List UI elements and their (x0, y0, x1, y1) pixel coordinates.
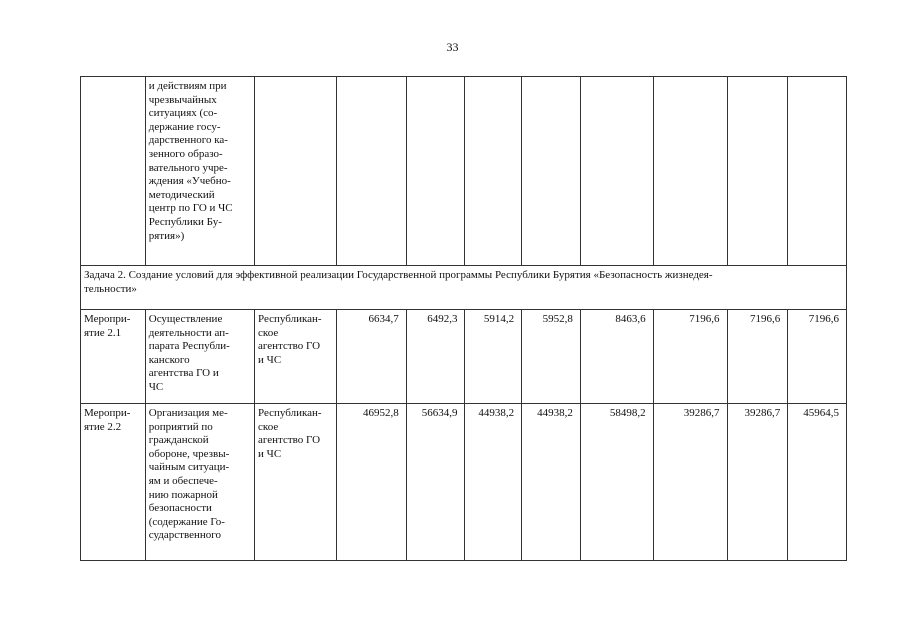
cell-value: 5952,8 (522, 310, 581, 404)
cell-value: 5914,2 (465, 310, 522, 404)
cell-empty (788, 77, 847, 266)
cell-executor: Республикан- ское агентство ГО и ЧС (255, 404, 337, 561)
cell-executor: Республикан- ское агентство ГО и ЧС (255, 310, 337, 404)
cell-value: 6634,7 (336, 310, 406, 404)
table-row-task (81, 266, 847, 310)
table-row (81, 404, 847, 561)
cell-value: 7196,6 (788, 310, 847, 404)
cell-measure-id: Меропри- ятие 2.1 (81, 310, 146, 404)
cell-value: 7196,6 (727, 310, 788, 404)
cell-empty (255, 77, 337, 266)
cell-empty (465, 77, 522, 266)
cell-value: 56634,9 (406, 404, 465, 561)
cell-value: 45964,5 (788, 404, 847, 561)
cell-value: 39286,7 (727, 404, 788, 561)
cell-empty (580, 77, 653, 266)
cell-value: 7196,6 (653, 310, 727, 404)
budget-table (80, 76, 847, 561)
cell-measure-name: Осуществление деятельности ап- парата Республи- канского агентства ГО и ЧС (145, 310, 254, 404)
task-heading: Задача 2. Создание условий для эффективной реализации Государственной программы Республики Бурятия «Безопасность жизнедея- тельности» (81, 266, 847, 310)
cell-empty (522, 77, 581, 266)
table-row-continued (81, 77, 847, 266)
page-number: 33 (446, 40, 459, 54)
cell-value: 6492,3 (406, 310, 465, 404)
cell-value: 8463,6 (580, 310, 653, 404)
cell-empty (406, 77, 465, 266)
table-row (81, 310, 847, 404)
cell-name-continued: и действиям при чрезвычайных ситуациях (со- держание госу- дарственного ка- зенного образо- вательного учре- ждения «Учебно- методический центр по ГО и ЧС Республики Бу- рятия») (145, 77, 254, 266)
cell-empty (336, 77, 406, 266)
cell-empty (81, 77, 146, 266)
cell-measure-id: Меропри- ятие 2.2 (81, 404, 146, 561)
cell-empty (653, 77, 727, 266)
cell-measure-name: Организация ме- роприятий по гражданской обороне, чрезвы- чайным ситуаци- ям и обеспече- нию пожарной безопасности (содержание Го- сударственного (145, 404, 254, 561)
cell-value: 46952,8 (336, 404, 406, 561)
cell-value: 44938,2 (465, 404, 522, 561)
cell-value: 58498,2 (580, 404, 653, 561)
cell-empty (727, 77, 788, 266)
cell-value: 39286,7 (653, 404, 727, 561)
cell-value: 44938,2 (522, 404, 581, 561)
